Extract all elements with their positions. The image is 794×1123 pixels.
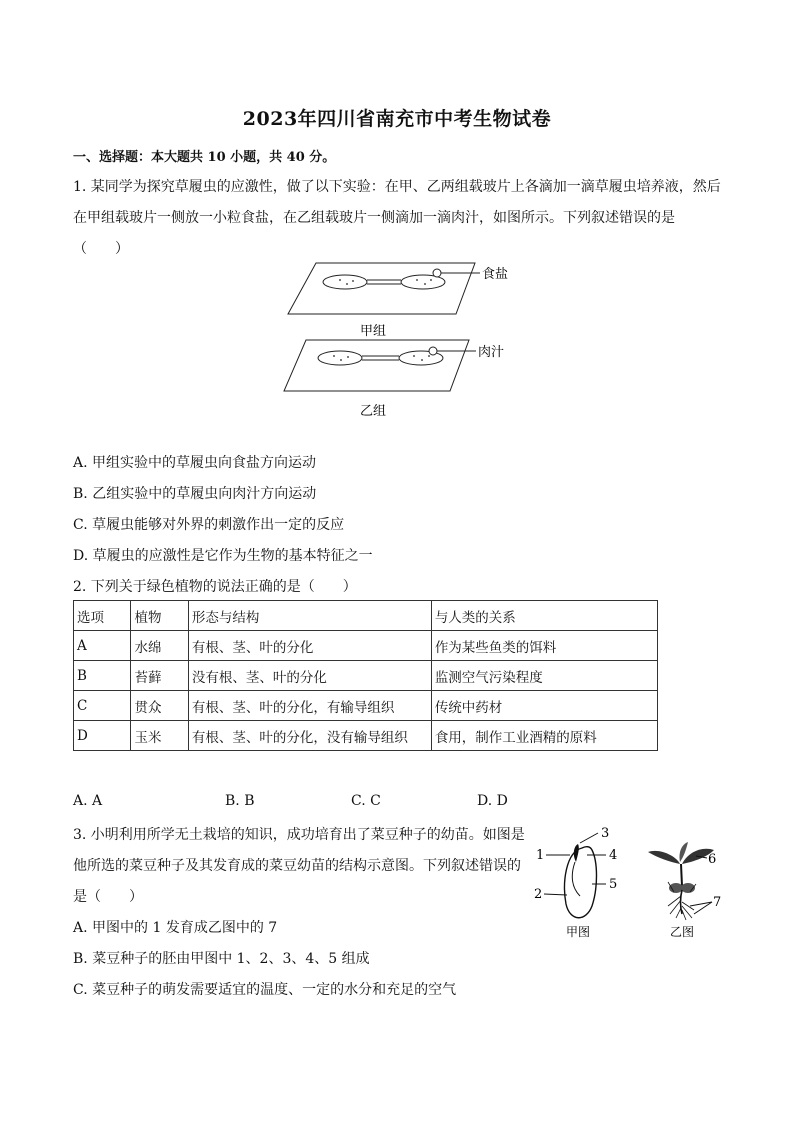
table-cell: 有根、茎、叶的分化，有输导组织 <box>188 691 431 721</box>
q2-answer-d[interactable]: D. D <box>477 793 508 809</box>
q2-answer-a[interactable]: A. A <box>73 793 103 809</box>
header-plant: 植物 <box>131 601 188 631</box>
page-title: 2023年四川省南充市中考生物试卷 <box>242 108 552 130</box>
q1-option-a[interactable]: A. 甲组实验中的草履虫向食盐方向运动 <box>73 455 317 471</box>
table-cell: 作为某些鱼类的饵料 <box>431 631 657 661</box>
meat-juice-drop <box>429 347 437 355</box>
q1-stem-line3: （ ） <box>73 241 129 257</box>
label-group-a: 甲组 <box>360 324 387 339</box>
drop-left-b <box>318 351 362 365</box>
table-cell: D <box>74 721 131 751</box>
slide-a <box>288 263 475 314</box>
label-juice: 肉汁 <box>478 345 505 360</box>
plants-table <box>73 600 658 751</box>
seedling-label-6: 6 <box>708 852 717 867</box>
seed-label-1: 1 <box>536 848 545 863</box>
table-cell: 监测空气污染程度 <box>431 661 657 691</box>
table-cell: A <box>74 631 131 661</box>
q1-stem-line1: 1. 某同学为探究草履虫的应激性，做了以下实验：在甲、乙两组载玻片上各滴加一滴草履虫培养液，然后 <box>73 179 721 195</box>
table-cell: 水绵 <box>131 631 188 661</box>
salt-grain <box>433 269 441 277</box>
table-row <box>74 721 658 751</box>
caption-yi: 乙图 <box>670 925 695 939</box>
caption-jia: 甲图 <box>566 925 591 939</box>
q3-option-a[interactable]: A. 甲图中的 1 发育成乙图中的 7 <box>73 920 278 936</box>
seed-label-3: 3 <box>601 826 610 841</box>
table-cell: 没有根、茎、叶的分化 <box>188 661 431 691</box>
q1-stem-line2: 在甲组载玻片一侧放一小粒食盐，在乙组载玻片一侧滴加一滴肉汁，如图所示。下列叙述错误的是 <box>73 210 675 226</box>
table-cell: 贯众 <box>131 691 188 721</box>
q2-answer-b[interactable]: B. B <box>225 793 255 809</box>
slide-b <box>284 340 469 391</box>
table-header-row <box>74 601 658 631</box>
drop-left-a <box>323 275 367 289</box>
q3-stem-line3: 是（ ） <box>73 889 143 905</box>
q3-option-b[interactable]: B. 菜豆种子的胚由甲图中 1、2、3、4、5 组成 <box>73 951 370 967</box>
table-cell: 食用，制作工业酒精的原料 <box>431 721 657 751</box>
table-row <box>74 661 658 691</box>
table-cell: 苔藓 <box>131 661 188 691</box>
section-heading: 一、选择题：本大题共 10 小题，共 40 分。 <box>73 150 336 165</box>
seedling-label-7: 7 <box>713 895 722 910</box>
table-row <box>74 691 658 721</box>
q1-option-c[interactable]: C. 草履虫能够对外界的刺激作出一定的反应 <box>73 517 345 533</box>
q3-option-c[interactable]: C. 菜豆种子的萌发需要适宜的温度、一定的水分和充足的空气 <box>73 982 457 998</box>
q1-option-d[interactable]: D. 草履虫的应激性是它作为生物的基本特征之一 <box>73 548 373 564</box>
bean-seedling <box>648 842 717 920</box>
q3-stem-line2: 他所选的菜豆种子及其发育成的菜豆幼苗的结构示意图。下列叙述错误的 <box>73 858 521 874</box>
table-row <box>74 631 658 661</box>
table-cell: 有根、茎、叶的分化，没有输导组织 <box>188 721 431 751</box>
header-relation: 与人类的关系 <box>431 601 657 631</box>
header-option: 选项 <box>74 601 131 631</box>
header-structure: 形态与结构 <box>188 601 431 631</box>
table-cell: 传统中药材 <box>431 691 657 721</box>
table-cell: C <box>74 691 131 721</box>
label-group-b: 乙组 <box>360 404 387 419</box>
label-salt: 食盐 <box>482 267 509 282</box>
table-cell: B <box>74 661 131 691</box>
bean-seed <box>565 847 597 918</box>
bean-figure <box>530 822 730 940</box>
seed-label-5: 5 <box>609 877 618 892</box>
q3-stem-line1: 3. 小明利用所学无土栽培的知识，成功培育出了菜豆种子的幼苗。如图是 <box>73 827 525 843</box>
slides-figure <box>280 258 540 420</box>
seed-label-4: 4 <box>609 848 618 863</box>
q2-stem: 2. 下列关于绿色植物的说法正确的是（ ） <box>73 579 357 595</box>
q2-answer-c[interactable]: C. C <box>351 793 381 809</box>
seed-label-2: 2 <box>534 887 543 902</box>
table-cell: 有根、茎、叶的分化 <box>188 631 431 661</box>
q1-option-b[interactable]: B. 乙组实验中的草履虫向肉汁方向运动 <box>73 486 317 502</box>
table-cell: 玉米 <box>131 721 188 751</box>
